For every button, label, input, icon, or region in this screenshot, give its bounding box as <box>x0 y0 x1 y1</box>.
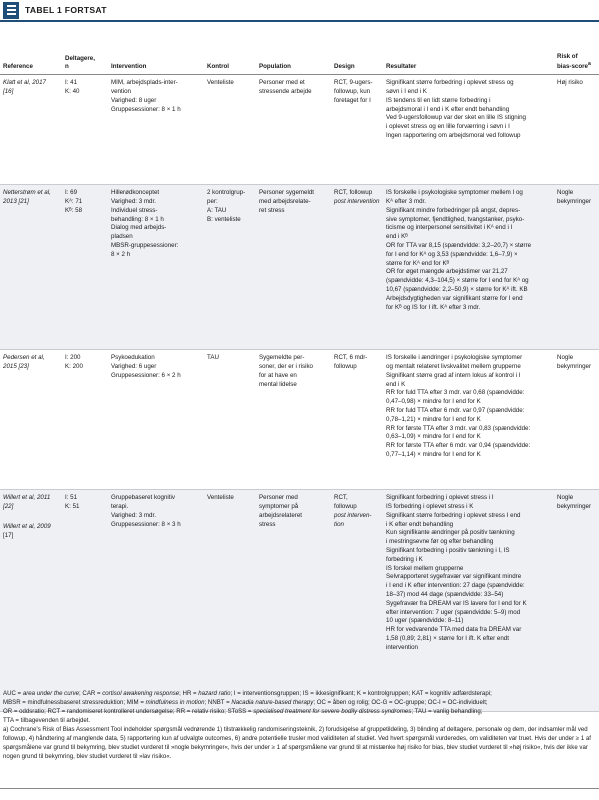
header-intervention: Intervention <box>108 53 204 75</box>
design-text-italic: post interven- tion <box>334 511 372 528</box>
document-icon <box>3 2 19 19</box>
abbreviations-line-3 <box>3 708 596 717</box>
header-design: Design <box>331 53 383 75</box>
cell-results: IS forskelle i psykologiske symptomer mellem I og Kᴬ efter 3 mdr. Signifikant mindre forbedringer på angst, depres- sive symptomer, fjendtlighed, tvangstanker, psyko- ticisme og interpersonel sensitivitet i Kᴬ end i I end i Kᴮ OR for TTA var 8,15 (spændvidde: 3,2–20,7) × større for I end for Kᴬ og 3,53 (spændvidde: 1,6–7,9) × større for Kᴬ end for Kᴮ OR for øget mængde arbejdstimer var 21,27 (spændvidde: 4,3–104,5) × større for I end for Kᴬ og 10,67 (spændvidde: 2,2–50,9) × større for Kᴬ ift. KB Arbejdsdygtigheden var signifikant større for I end for Kᴮ og IS for I ift. Kᴬ efter 3 mdr. <box>383 185 554 350</box>
header-risk: Risk of bias-score$^a$ <box>554 53 599 75</box>
cell-design <box>331 490 383 712</box>
cell-results: IS forskelle i ændringer i psykologiske symptomer og mentalt relateret livskvalitet mellem grupperne Signifikant større grad af intern lokus af kontrol i I end i K RR for fuld TTA efter 3 mdr. var 0,68 (spændvidde: 0,47–0,98) × mindre for I end for K RR for fuld TTA efter 6 mdr. var 0,97 (spændvidde: 0,78–1,21) × mindre for I end for K RR for første TTA efter 3 mdr. var 0,83 (spændvidde: 0,63–1,09) × mindre for I end for K RR for første TTA efter 6 mdr. var 0,94 (spændvidde: 0,77–1,14) × mindre for I end for K <box>383 350 554 490</box>
footnote-term: mindfulness in motion <box>145 698 205 706</box>
header-reference: Reference <box>0 53 62 75</box>
footnote-text: ; NNBT = <box>204 698 232 706</box>
cell-reference: Netterstrøm et al, 2013 [21] <box>0 185 62 350</box>
footnote-text: OR = oddsratio; RCT = randomiseret kontrolleret undersøgelse; RR = relativ risiko; SToSS = <box>3 707 254 715</box>
table-row <box>0 490 599 712</box>
footnote-term: specialised treatment for severe bodily distress syndromes <box>253 707 412 715</box>
cell-population: Personer sygemeldt med arbejdsrelate- ret stress <box>256 185 331 350</box>
footnote-term: area under the curve <box>22 690 80 697</box>
cell-reference: Klatt et al, 2017 [16] <box>0 75 62 185</box>
header-risk-label: Risk of bias-score <box>557 53 588 71</box>
table-row <box>0 185 599 350</box>
footnote-text: ; OC = åben og rolig; OC-G = OC-gruppe; OC-I = OC-individuelt; <box>313 698 488 706</box>
cell-participants: I: 200 K: 200 <box>62 350 108 490</box>
cell-reference <box>0 490 62 712</box>
footnote-text: AUC = <box>3 690 23 697</box>
table-title: TABEL 1 FORTSAT <box>25 5 107 15</box>
reference-primary: Willert et al, 2011 [22] <box>3 494 51 510</box>
table-footnotes <box>0 690 599 762</box>
cell-control: Venteliste <box>204 75 256 185</box>
cell-design: RCT, 9-ugers- followup, kun foretaget for I <box>331 75 383 185</box>
footnote-term: cortisol awakening response <box>102 690 180 697</box>
cell-population: Personer med symptomer på arbejdsrelateret stress <box>256 490 331 712</box>
table-title-bar <box>0 0 599 22</box>
footnote-term: hazard ratio <box>198 690 231 697</box>
design-text: RCT, followup <box>334 189 373 197</box>
cell-intervention: Hillerødkonceptet Varighed: 3 mdr. Individuel stress- behandling: 8 × 1 h Dialog med arbejds- pladsen MBSR-gruppesessioner: 8 × 2 h <box>108 185 204 350</box>
footnote-text: ; HR = <box>179 690 199 697</box>
cell-reference: Pedersen et al, 2015 [23] <box>0 350 62 490</box>
reference-secondary-author: Willert et al, 2009 <box>3 522 51 530</box>
footnote-a: a) Cochrane's Risk of Bias Assessment Tool indeholder spørgsmål vedrørende 1) tilstrækkelig randomiseringsteknik, 2) forudsigelse af gruppetildeling, 3) blinding af deltagere, personale og dem, der indsamler mål ved followup, 4) håndtering af manglende data, 5) rapportering kun af udvalgte outcomes, 6) andre potentielle trusler mod validiteten af studiet. Ved hvert spørgsmål vurderedes, om validiteten var truet. Hvis der under ≥ 1 af spørgsmålene var grund til bekymring, blev studiet vurderet til »nogle bekymringer«, hvis der under ≥ 1 af spørgsmålene var grund til at mistænke høj risiko for bias, blev studiet vurderet til »høj risiko«, hvis der ikke var nogen grund til bekymring, blev studiet vurderet til »lav risiko«. <box>3 725 591 760</box>
cell-results: Signifikant forbedring i oplevet stress i I IS forbedring i oplevet stress i K Signifikant større forbedring i oplevet stress I end i K efter endt behandling Kun signifikante ændringer på positiv tænkning i mestringsevne før og efter behandling Signifikant forbedring i positiv tænkning i I, IS forbedring i K IS forskel mellem grupperne Selvrapporteret sygefravær var signifikant mindre i I end i K efter intervention: 27 dage (spændvidde: 18–37) mod 44 dage (spændvidde: 33–54) Sygefravær fra DREAM var IS lavere for I end for K efter intervention: 7 uger (spændvidde: 5–9) mod 10 uger (spændvidde: 8–11) HR for vedvarende TTA med data fra DREAM var 1,58 (0,89; 2,81) × større for I ift. K efter endt intervention <box>383 490 554 712</box>
results-table <box>0 53 599 712</box>
header-population: Population <box>256 53 331 75</box>
abbreviations-line-4: TTA = tilbagevenden til arbejdet. <box>3 716 91 724</box>
footnote-text: ; TAU = vanlig behandling; <box>411 707 483 715</box>
reference-secondary-number: [17] <box>3 531 14 539</box>
cell-intervention: Psykoedukation Varighed: 6 uger Gruppesessioner: 6 × 2 h <box>108 350 204 490</box>
bottom-rule <box>0 788 599 789</box>
cell-risk: Nogle bekymringer <box>554 185 599 350</box>
header-participants: Deltagere, n <box>62 53 108 75</box>
footnote-term: Nacadia nature-based therapy <box>231 698 314 706</box>
cell-population: Sygemeldte per- soner, der er i risiko for at have en mental lidelse <box>256 350 331 490</box>
footnote-text: ; CAR = <box>79 690 103 697</box>
cell-risk: Nogle bekymringer <box>554 350 599 490</box>
table-header-row <box>0 53 599 75</box>
cell-control: 2 kontrolgrup- per: A: TAU B: venteliste <box>204 185 256 350</box>
design-text-italic: post intervention <box>334 197 380 205</box>
cell-participants: I: 51 K: 51 <box>62 490 108 712</box>
cell-control: Venteliste <box>204 490 256 712</box>
cell-risk: Nogle bekymringer <box>554 490 599 712</box>
cell-results: Signifikant større forbedring i oplevet stress og søvn i I end i K IS tendens til en lidt større forbedring i arbejdsmoral i I end i K efter endt behandling Ved 9-ugersfollowup var der sket en lille IS stigning i oplevet stress og en lille forværring i søvn i I Ingen rapportering om arbejdsmoral ved followup <box>383 75 554 185</box>
footnote-text: ; I = interventionsgruppen; IS = ikkesignifikant; K = kontrolgruppen; KAT = kognitiv adfærdsterapi; <box>230 690 492 697</box>
cell-risk: Høj risiko <box>554 75 599 185</box>
cell-design <box>331 185 383 350</box>
cell-intervention: MIM, arbejdsplads-inter- vention Varighed: 8 uger Gruppesessioner: 8 × 1 h <box>108 75 204 185</box>
reference-secondary <box>3 523 59 541</box>
cell-participants: I: 69 Kᴬ: 71 Kᴮ: 58 <box>62 185 108 350</box>
abbreviations-line-2 <box>3 699 596 708</box>
abbreviations-line-1 <box>3 690 596 699</box>
cell-design: RCT, 6 mdr- followup <box>331 350 383 490</box>
header-results: Resultater <box>383 53 554 75</box>
design-text: RCT, followup <box>334 494 357 510</box>
cell-intervention: Gruppebaseret kognitiv terapi. Varighed: 3 mdr. Gruppesessioner: 8 × 3 h <box>108 490 204 712</box>
header-control: Kontrol <box>204 53 256 75</box>
cell-population: Personer med et stressende arbejde <box>256 75 331 185</box>
footnote-text: MBSR = mindfulnessbaseret stressreduktion; MIM = <box>3 698 146 706</box>
table-row <box>0 75 599 185</box>
cell-participants: I: 41 K: 40 <box>62 75 108 185</box>
table-row <box>0 350 599 490</box>
cell-control: TAU <box>204 350 256 490</box>
